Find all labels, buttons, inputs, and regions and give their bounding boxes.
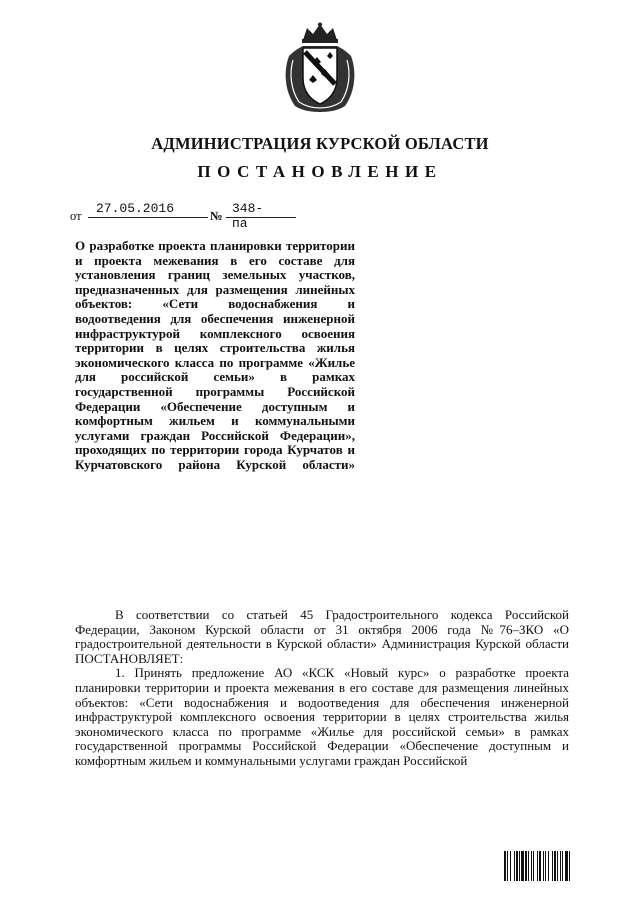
organization-title: АДМИНИСТРАЦИЯ КУРСКОЙ ОБЛАСТИ: [151, 134, 489, 153]
date-value: 27.05.2016: [96, 201, 175, 216]
document-type-title: ПОСТАНОВЛЕНИЕ: [197, 162, 443, 181]
number-value: 348-па: [232, 201, 264, 231]
body-paragraph-1: В соответствии со статьей 45 Градостроительного кодекса Российской Федерации, Законом Курской области от 31 октября 2006 года №76–ЗКО «О градостроительной деятельности в Курской области» Администрация Курской области ПОСТАНОВЛЯЕТ:: [75, 607, 569, 666]
date-label: от: [70, 209, 82, 223]
document-body: [75, 608, 569, 769]
number-label: №: [210, 209, 223, 223]
date-underline: [88, 217, 208, 218]
barcode-icon: [504, 851, 604, 881]
coat-of-arms-icon: [279, 22, 361, 114]
body-paragraph-2: 1. Принять предложение АО «КСК «Новый курс» о разработке проекта планировки территории и проекта межевания в его составе для размещения линейных объектов: «Сети водоснабжения и водоотведения для обеспечения инженерной инфраструктурой комплексного освоения территории в целях строительства жилья экономического класса по программе «Жилье для российской семьи» в рамках государственной программы Российской Федерации «Обеспечение доступным и комфортным жильем и коммунальными услугами граждан Российской: [75, 665, 569, 768]
document-subject: О разработке проекта планировки территории и проекта межевания в его составе для установления границ земельных участков, предназначенных для размещения линейных объектов: «Сети водоснабжения и водоотведения для обеспечения инженерной инфраструктурой комплексного освоения территории в целях строительства жилья экономического класса по программе «Жилье для российской семьи» в рамках государственной программы Российской Федерации «Обеспечение доступным и комфортным жильем и коммунальными услугами граждан Российской Федерации», проходящих по территории города Курчатов и Курчатовского района Курской области»: [75, 238, 355, 472]
